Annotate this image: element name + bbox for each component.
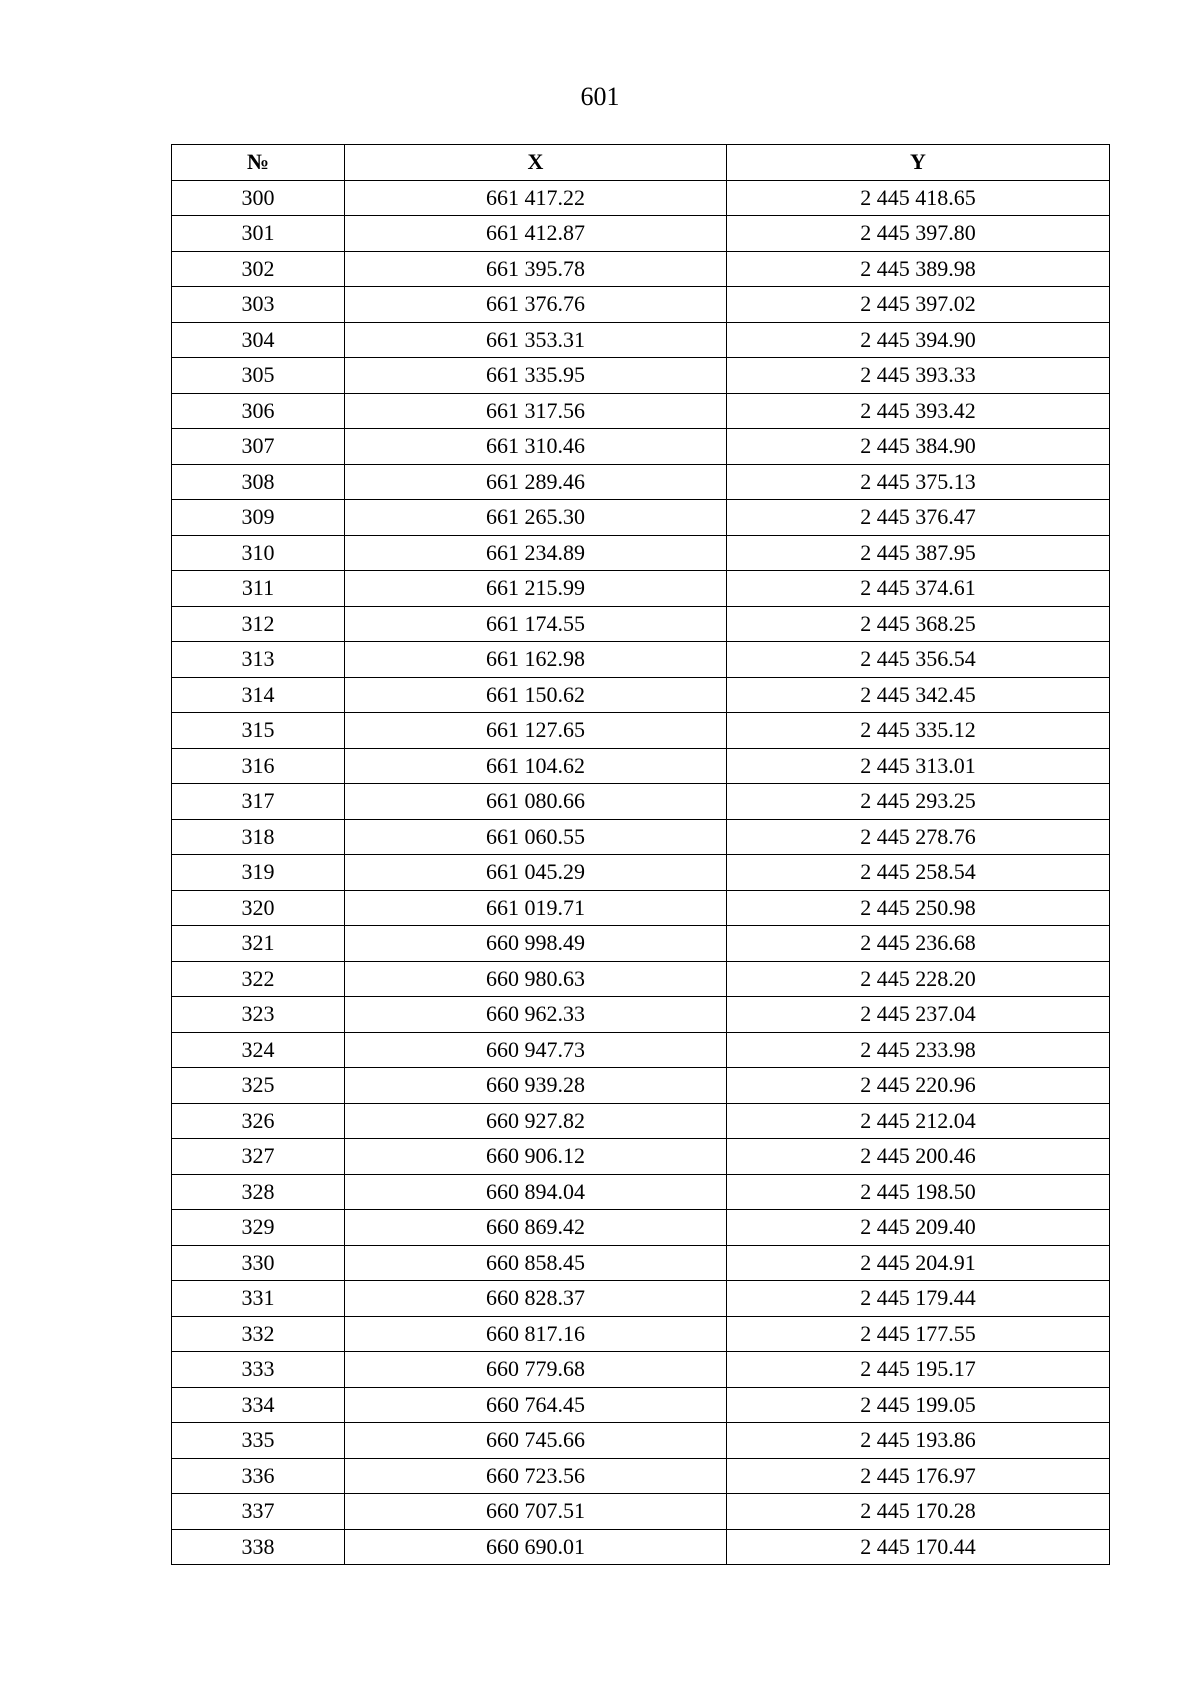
- cell-y: 2 445 335.12: [727, 713, 1110, 749]
- cell-number: 308: [172, 464, 345, 500]
- cell-y: 2 445 376.47: [727, 500, 1110, 536]
- cell-y: 2 445 368.25: [727, 606, 1110, 642]
- cell-y: 2 445 209.40: [727, 1210, 1110, 1246]
- cell-number: 312: [172, 606, 345, 642]
- table-row: [172, 535, 1110, 571]
- table-row: [172, 1032, 1110, 1068]
- cell-number: 326: [172, 1103, 345, 1139]
- cell-x: 661 019.71: [345, 890, 727, 926]
- cell-x: 660 980.63: [345, 961, 727, 997]
- cell-x: 660 745.66: [345, 1423, 727, 1459]
- cell-x: 661 289.46: [345, 464, 727, 500]
- cell-y: 2 445 199.05: [727, 1387, 1110, 1423]
- cell-number: 313: [172, 642, 345, 678]
- cell-y: 2 445 170.28: [727, 1494, 1110, 1530]
- cell-y: 2 445 258.54: [727, 855, 1110, 891]
- cell-y: 2 445 220.96: [727, 1068, 1110, 1104]
- cell-x: 660 779.68: [345, 1352, 727, 1388]
- table-row: [172, 677, 1110, 713]
- cell-number: 318: [172, 819, 345, 855]
- cell-y: 2 445 418.65: [727, 180, 1110, 216]
- table-row: [172, 287, 1110, 323]
- cell-x: 661 417.22: [345, 180, 727, 216]
- cell-y: 2 445 393.33: [727, 358, 1110, 394]
- cell-y: 2 445 393.42: [727, 393, 1110, 429]
- cell-y: 2 445 387.95: [727, 535, 1110, 571]
- cell-x: 661 162.98: [345, 642, 727, 678]
- cell-y: 2 445 313.01: [727, 748, 1110, 784]
- column-header-x: X: [345, 145, 727, 181]
- cell-x: 660 723.56: [345, 1458, 727, 1494]
- cell-number: 302: [172, 251, 345, 287]
- cell-x: 661 265.30: [345, 500, 727, 536]
- cell-y: 2 445 179.44: [727, 1281, 1110, 1317]
- cell-y: 2 445 236.68: [727, 926, 1110, 962]
- cell-x: 660 894.04: [345, 1174, 727, 1210]
- table-row: [172, 358, 1110, 394]
- cell-y: 2 445 237.04: [727, 997, 1110, 1033]
- cell-y: 2 445 198.50: [727, 1174, 1110, 1210]
- cell-x: 660 962.33: [345, 997, 727, 1033]
- table-row: [172, 1458, 1110, 1494]
- table-row: [172, 961, 1110, 997]
- cell-number: 307: [172, 429, 345, 465]
- table-row: [172, 1387, 1110, 1423]
- cell-x: 661 080.66: [345, 784, 727, 820]
- cell-y: 2 445 200.46: [727, 1139, 1110, 1175]
- table-row: [172, 1281, 1110, 1317]
- table-row: [172, 1423, 1110, 1459]
- cell-y: 2 445 233.98: [727, 1032, 1110, 1068]
- cell-x: 660 906.12: [345, 1139, 727, 1175]
- cell-y: 2 445 356.54: [727, 642, 1110, 678]
- cell-y: 2 445 389.98: [727, 251, 1110, 287]
- cell-x: 660 707.51: [345, 1494, 727, 1530]
- cell-number: 303: [172, 287, 345, 323]
- table-row: [172, 251, 1110, 287]
- cell-number: 314: [172, 677, 345, 713]
- table-row: [172, 1103, 1110, 1139]
- table-row: [172, 322, 1110, 358]
- cell-number: 309: [172, 500, 345, 536]
- cell-x: 660 947.73: [345, 1032, 727, 1068]
- cell-y: 2 445 170.44: [727, 1529, 1110, 1565]
- table-row: [172, 1494, 1110, 1530]
- cell-y: 2 445 374.61: [727, 571, 1110, 607]
- cell-y: 2 445 293.25: [727, 784, 1110, 820]
- header-row: [172, 145, 1110, 181]
- column-header-y: Y: [727, 145, 1110, 181]
- cell-number: 334: [172, 1387, 345, 1423]
- cell-number: 336: [172, 1458, 345, 1494]
- table-row: [172, 855, 1110, 891]
- cell-y: 2 445 176.97: [727, 1458, 1110, 1494]
- cell-x: 661 376.76: [345, 287, 727, 323]
- table-row: [172, 642, 1110, 678]
- cell-y: 2 445 228.20: [727, 961, 1110, 997]
- cell-x: 661 395.78: [345, 251, 727, 287]
- cell-x: 660 817.16: [345, 1316, 727, 1352]
- table-row: [172, 180, 1110, 216]
- cell-number: 305: [172, 358, 345, 394]
- cell-x: 660 858.45: [345, 1245, 727, 1281]
- cell-y: 2 445 397.80: [727, 216, 1110, 252]
- table-row: [172, 748, 1110, 784]
- cell-number: 324: [172, 1032, 345, 1068]
- cell-y: 2 445 278.76: [727, 819, 1110, 855]
- table-row: [172, 429, 1110, 465]
- cell-number: 331: [172, 1281, 345, 1317]
- cell-number: 316: [172, 748, 345, 784]
- cell-number: 304: [172, 322, 345, 358]
- table-row: [172, 1352, 1110, 1388]
- cell-number: 301: [172, 216, 345, 252]
- cell-y: 2 445 384.90: [727, 429, 1110, 465]
- cell-y: 2 445 193.86: [727, 1423, 1110, 1459]
- cell-x: 660 927.82: [345, 1103, 727, 1139]
- table-row: [172, 1316, 1110, 1352]
- coordinates-table: [171, 144, 1110, 1565]
- cell-number: 311: [172, 571, 345, 607]
- cell-y: 2 445 394.90: [727, 322, 1110, 358]
- table-header: [172, 145, 1110, 181]
- table-row: [172, 216, 1110, 252]
- page-number: 601: [580, 82, 620, 111]
- table-row: [172, 713, 1110, 749]
- cell-x: 661 353.31: [345, 322, 727, 358]
- cell-x: 661 234.89: [345, 535, 727, 571]
- cell-x: 660 690.01: [345, 1529, 727, 1565]
- cell-x: 661 104.62: [345, 748, 727, 784]
- table-row: [172, 393, 1110, 429]
- table-body: [172, 180, 1110, 1565]
- table-row: [172, 1210, 1110, 1246]
- cell-number: 300: [172, 180, 345, 216]
- table-row: [172, 890, 1110, 926]
- column-header-number: №: [172, 145, 345, 181]
- table-row: [172, 926, 1110, 962]
- cell-x: 661 335.95: [345, 358, 727, 394]
- cell-number: 320: [172, 890, 345, 926]
- table-row: [172, 500, 1110, 536]
- cell-number: 306: [172, 393, 345, 429]
- cell-x: 660 998.49: [345, 926, 727, 962]
- table-row: [172, 819, 1110, 855]
- cell-y: 2 445 212.04: [727, 1103, 1110, 1139]
- cell-x: 661 045.29: [345, 855, 727, 891]
- cell-x: 661 174.55: [345, 606, 727, 642]
- cell-x: 661 317.56: [345, 393, 727, 429]
- table-row: [172, 571, 1110, 607]
- cell-y: 2 445 342.45: [727, 677, 1110, 713]
- table-row: [172, 784, 1110, 820]
- cell-x: 661 127.65: [345, 713, 727, 749]
- cell-number: 321: [172, 926, 345, 962]
- cell-x: 661 150.62: [345, 677, 727, 713]
- cell-x: 660 828.37: [345, 1281, 727, 1317]
- cell-x: 661 215.99: [345, 571, 727, 607]
- cell-number: 335: [172, 1423, 345, 1459]
- cell-x: 661 412.87: [345, 216, 727, 252]
- cell-number: 337: [172, 1494, 345, 1530]
- cell-number: 323: [172, 997, 345, 1033]
- cell-x: 661 060.55: [345, 819, 727, 855]
- cell-y: 2 445 204.91: [727, 1245, 1110, 1281]
- cell-number: 319: [172, 855, 345, 891]
- cell-number: 325: [172, 1068, 345, 1104]
- cell-number: 322: [172, 961, 345, 997]
- cell-y: 2 445 397.02: [727, 287, 1110, 323]
- table-row: [172, 1529, 1110, 1565]
- cell-y: 2 445 250.98: [727, 890, 1110, 926]
- cell-number: 310: [172, 535, 345, 571]
- cell-number: 333: [172, 1352, 345, 1388]
- table-row: [172, 1139, 1110, 1175]
- cell-number: 328: [172, 1174, 345, 1210]
- cell-x: 660 869.42: [345, 1210, 727, 1246]
- cell-number: 332: [172, 1316, 345, 1352]
- cell-number: 338: [172, 1529, 345, 1565]
- table-row: [172, 1068, 1110, 1104]
- table-row: [172, 464, 1110, 500]
- cell-number: 315: [172, 713, 345, 749]
- cell-x: 660 939.28: [345, 1068, 727, 1104]
- table-row: [172, 606, 1110, 642]
- cell-y: 2 445 195.17: [727, 1352, 1110, 1388]
- cell-y: 2 445 375.13: [727, 464, 1110, 500]
- cell-number: 317: [172, 784, 345, 820]
- cell-number: 330: [172, 1245, 345, 1281]
- table-row: [172, 1174, 1110, 1210]
- cell-x: 660 764.45: [345, 1387, 727, 1423]
- cell-x: 661 310.46: [345, 429, 727, 465]
- table-row: [172, 1245, 1110, 1281]
- cell-number: 327: [172, 1139, 345, 1175]
- cell-y: 2 445 177.55: [727, 1316, 1110, 1352]
- cell-number: 329: [172, 1210, 345, 1246]
- table-row: [172, 997, 1110, 1033]
